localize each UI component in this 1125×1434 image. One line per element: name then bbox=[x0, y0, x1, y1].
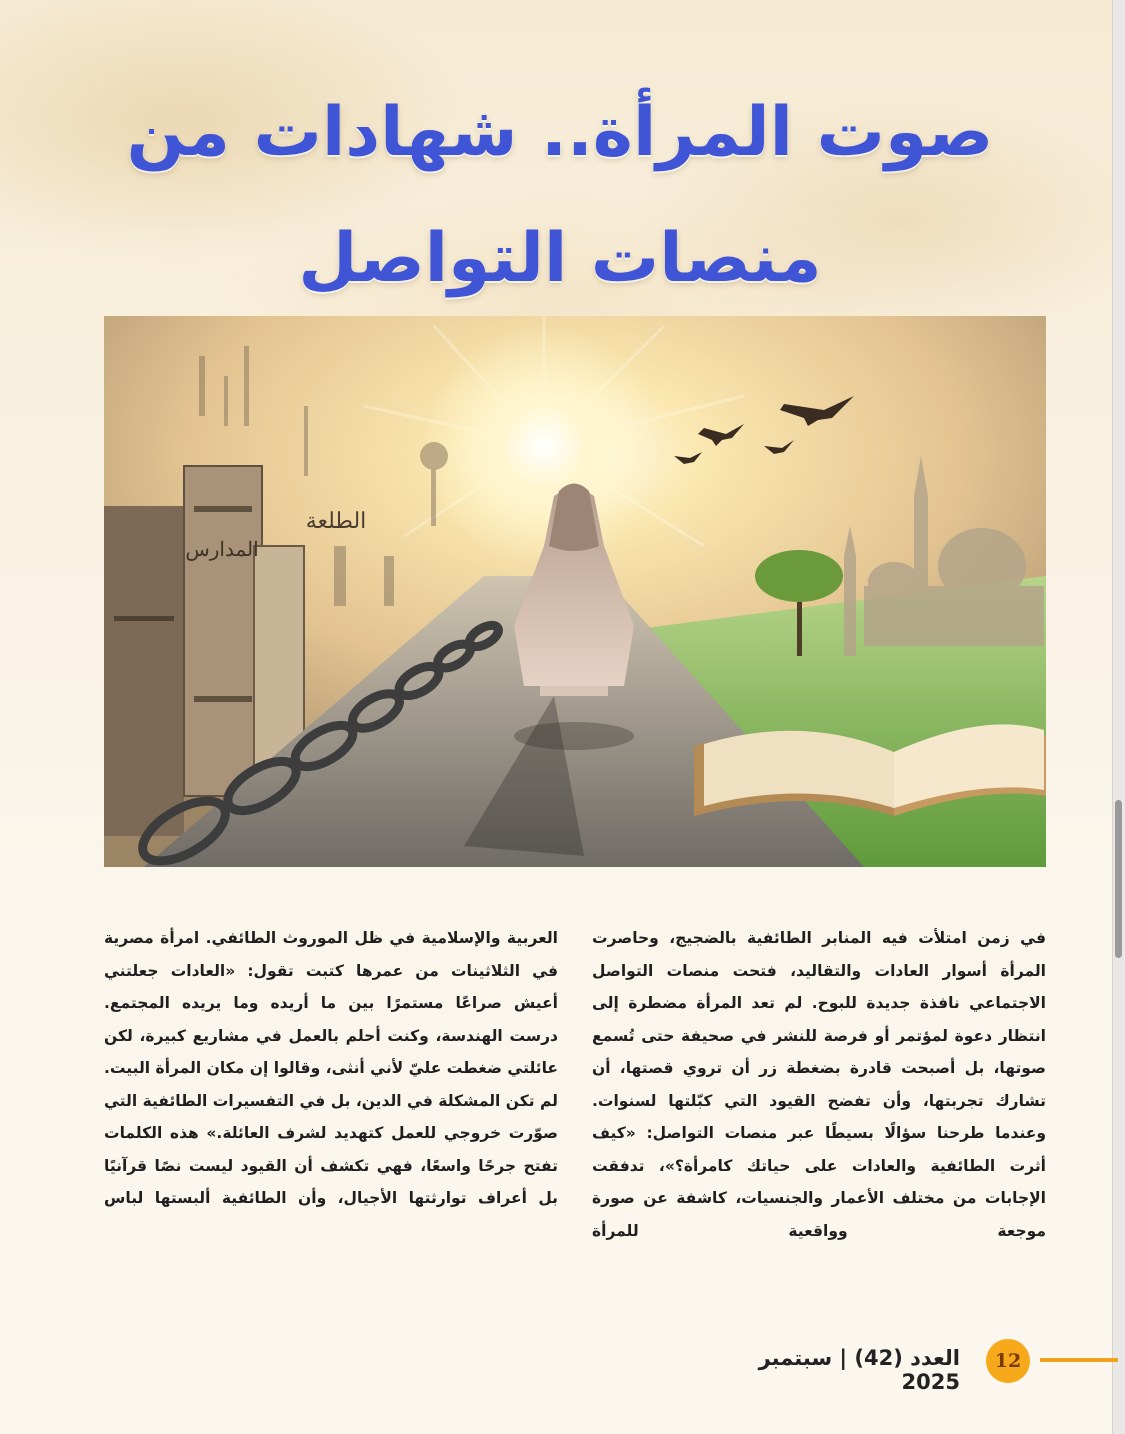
scrollbar-thumb[interactable] bbox=[1115, 800, 1122, 958]
sun-icon bbox=[424, 326, 664, 566]
article-column-left: العربية والإسلامية في ظل الموروث الطائفي. امرأة مصرية في الثلاثينات من عمرها كتبت تقول: «العادات جعلتني أعيش صراعًا مستمرًا بين ما أريده وما يريده المجتمع. درست الهندسة، وكنت أحلم بالعمل في مشاريع كبيرة، لكن عائلتي ضغطت عليّ لأني أنثى، وقالوا إن مكان المرأة البيت. لم تكن المشكلة في الدين، بل في التفسيرات الطائفية التي صوّرت خروجي للعمل كتهديد لشرف العائلة.» هذه الكلمات تفتح جرحًا واسعًا، فهي تكشف أن القيود ليست نصًا قرآنيًا بل أعراف توارثتها الأجيال، وأن الطائفية ألبستها لباس bbox=[104, 929, 558, 1207]
issue-label: العدد (42) | سبتمبر 2025 bbox=[758, 1346, 960, 1394]
page-number-badge: 12 bbox=[986, 1339, 1030, 1383]
article-title: صوت المرأة.. شهادات من منصات التواصل bbox=[126, 93, 994, 298]
book-spine-text: الطلعة bbox=[305, 509, 367, 534]
article-column-right: في زمن امتلأت فيه المنابر الطائفية بالضجيج، وحاصرت المرأة أسوار العادات والتقاليد، فتحت منصات التواصل الاجتماعي نافذة جديدة للبوح. لم تعد المرأة مضطرة إلى انتظار دعوة لمؤتمر أو فرصة للنشر في صحيفة حتى تُسمع صوتها، بل أصبحت قادرة بضغطة زر أن تروي قصتها، أن تشارك تجربتها، وأن تفضح القيود التي كبّلتها لسنوات. وعندما طرحنا سؤالًا بسيطًا عبر منصات التواصل: «كيف أثرت الطائفية والعادات على حياتك كامرأة؟»، تدفقت الإجابات من مختلف الأعمار والجنسيات، كاشفة عن صورة موجعة وواقعية للمرأة bbox=[592, 929, 1046, 1240]
hero-illustration bbox=[104, 316, 1046, 867]
footer-accent-line bbox=[1040, 1358, 1118, 1362]
book-spine-text: المدارس bbox=[185, 537, 259, 561]
